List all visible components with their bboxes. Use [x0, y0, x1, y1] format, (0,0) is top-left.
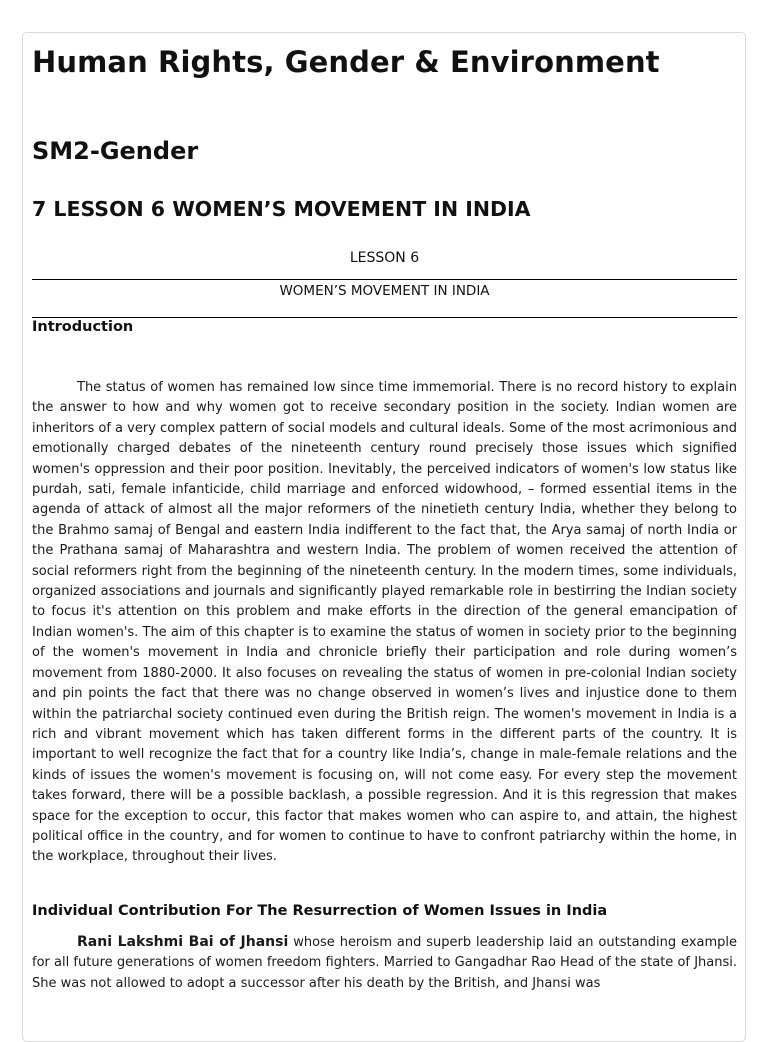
introduction-paragraph: The status of women has remained low since time immemorial. There is no record history to explain the answer to how and why women got to receive secondary position in the society. Indian women are inheritors of a very complex pattern of social models and cultural ideals. Some of the most acrimonious and emotionally charged debates of the nineteenth century round precisely those issues which signified women's oppression and their poor position. Inevitably, the perceived indicators of women's low status like purdah, sati, female infanticide, child marriage and enforced widowhood, – formed essential items in the agenda of attack of almost all the major reformers of the ninetieth century India, whether they belong to the Brahmo samaj of Bengal and eastern India indifferent to the fact that, the Arya samaj of north India or the Prathana samaj of Maharashtra and western India. The problem of women received the attention of social reformers right from the beginning of the nineteenth century. In the modern times, some individuals, organized associations and journals and significantly played remarkable role in bestirring the Indian society to focus it's attention on this problem and make efforts in the direction of the general emancipation of Indian women's. The aim of this chapter is to examine the status of women in society prior to the beginning of the women's movement in India and chronicle briefly their participation and role during women’s movement from 1880-2000. It also focuses on revealing the status of women in pre-colonial Indian society and pin points the fact that there was no change observed in women’s lives and injustice done to them within the patriarchal society continued even during the British reign. The women's movement in India is a rich and vibrant movement which has taken different forms in the different parts of the country. It is important to well recognize the fact that for a country like India’s, change in male-female relations and the kinds of issues the women's movement is focusing on, will not come easy. For every step the movement takes forward, there will be a possible backlash, a possible regression. And it is this regression that makes space for the exception to occur, this factor that makes women who can aspire to, and attain, the highest political office in the country, and for women to continue to have to confront patriarchy within the home, in the workplace, throughout their lives.: [32, 380, 737, 865]
lesson-subtitle: WOMEN’S MOVEMENT IN INDIA: [279, 283, 490, 299]
divider-bottom: [32, 317, 737, 318]
document-title: Human Rights, Gender & Environment: [32, 45, 660, 79]
document-page: [22, 32, 746, 1042]
section-title: SM2-Gender: [32, 137, 199, 165]
lesson-label: LESSON 6: [349, 250, 420, 266]
introduction-heading: Introduction: [32, 319, 134, 335]
contribution-name: Rani Lakshmi Bai of Jhansi: [77, 934, 289, 950]
contribution-text: whose heroism and superb leadership laid an outstanding example for all future generations of women freedom fighters. Married to Gangadhar Rao Head of the state of Jhansi. She was not allowed to adopt a successor after his death by the British, and Jhansi was: [32, 935, 738, 991]
contribution-paragraph: [32, 932, 737, 994]
lesson-heading: 7 LESSON 6 WOMEN’S MOVEMENT IN INDIA: [32, 197, 531, 221]
contribution-heading: Individual Contribution For The Resurrection of Women Issues in India: [32, 903, 608, 919]
divider-top: [32, 279, 737, 280]
